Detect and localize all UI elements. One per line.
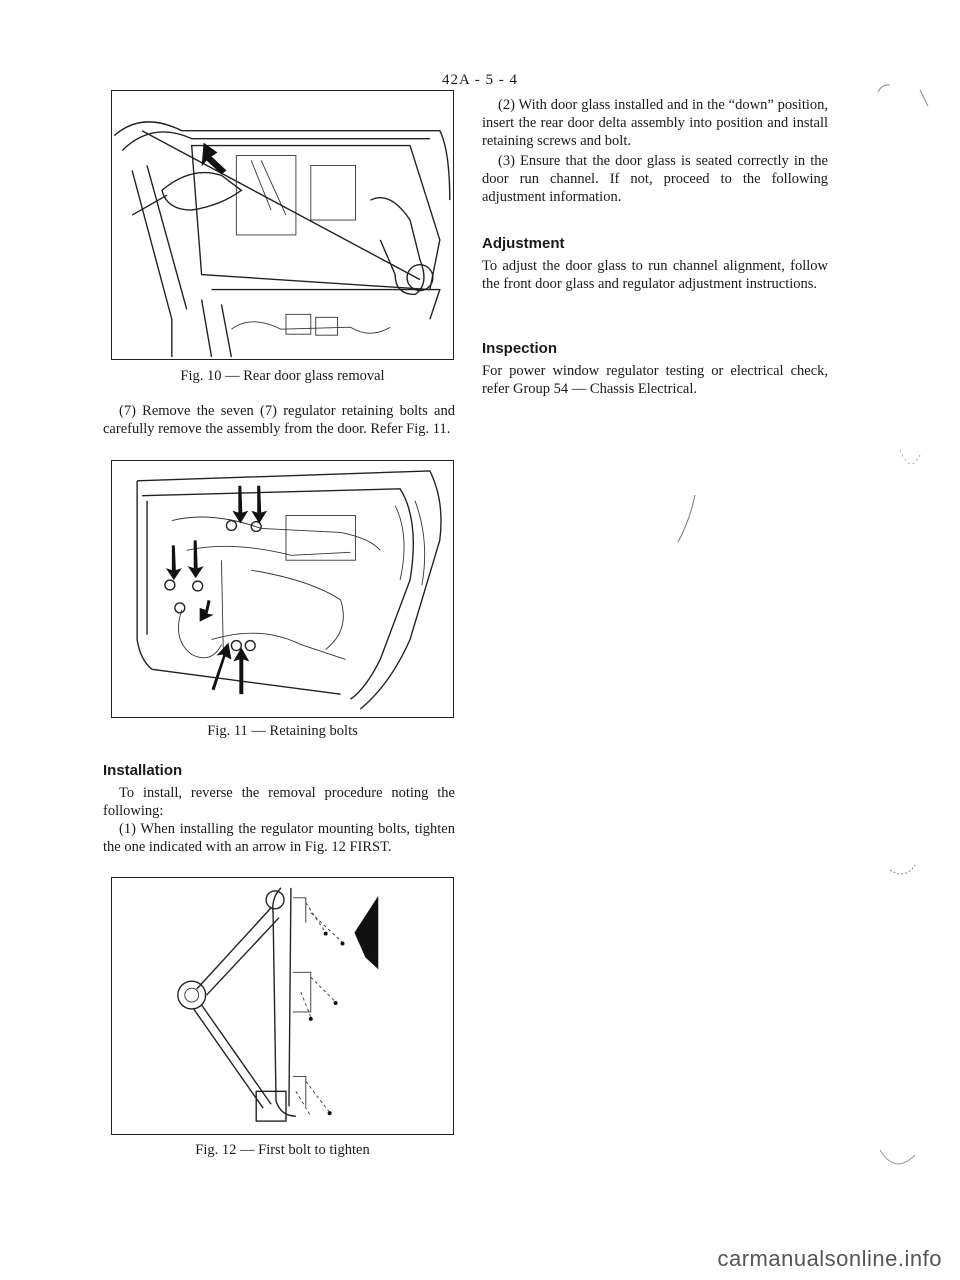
adjustment-heading: Adjustment	[482, 235, 565, 252]
figure-10-illustration	[111, 90, 454, 360]
installation-heading: Installation	[103, 762, 183, 779]
step-7-text: (7) Remove the seven (7) regulator retaining bolts and carefully remove the assembly from the door. Refer Fig. 11.	[103, 403, 455, 437]
inspection-text: For power window regulator testing or electrical check, refer Group 54 — Chassis Electrical.	[482, 363, 828, 397]
figure-11-caption: Fig. 11 — Retaining bolts	[207, 723, 358, 739]
scan-mark-slash	[670, 490, 700, 550]
figure-10-caption: Fig. 10 — Rear door glass removal	[180, 368, 385, 384]
scan-artifacts	[870, 80, 950, 1200]
figure-12-illustration	[111, 877, 454, 1135]
page-header: 42A - 5 - 4	[442, 72, 518, 88]
adjustment-text: To adjust the door glass to run channel alignment, follow the front door glass and regulator adjustment instructions.	[482, 258, 828, 292]
install-step-1-text: (1) When installing the regulator mounting bolts, tighten the one indicated with an arrow in Fig. 12 FIRST.	[103, 821, 455, 855]
figure-12-caption: Fig. 12 — First bolt to tighten	[195, 1142, 370, 1158]
step-2-text: (2) With door glass installed and in the “down” position, insert the rear door delta assembly into position and install retaining screws and bolt.	[482, 97, 828, 149]
inspection-heading: Inspection	[482, 340, 558, 357]
step-3-text: (3) Ensure that the door glass is seated correctly in the door run channel. If not, proceed to the following adjustment information.	[482, 153, 828, 205]
footer-watermark: carmanualsonline.info	[717, 1246, 942, 1271]
installation-intro-text: To install, reverse the removal procedure noting the following:	[103, 785, 455, 819]
figure-11-illustration	[111, 460, 454, 718]
